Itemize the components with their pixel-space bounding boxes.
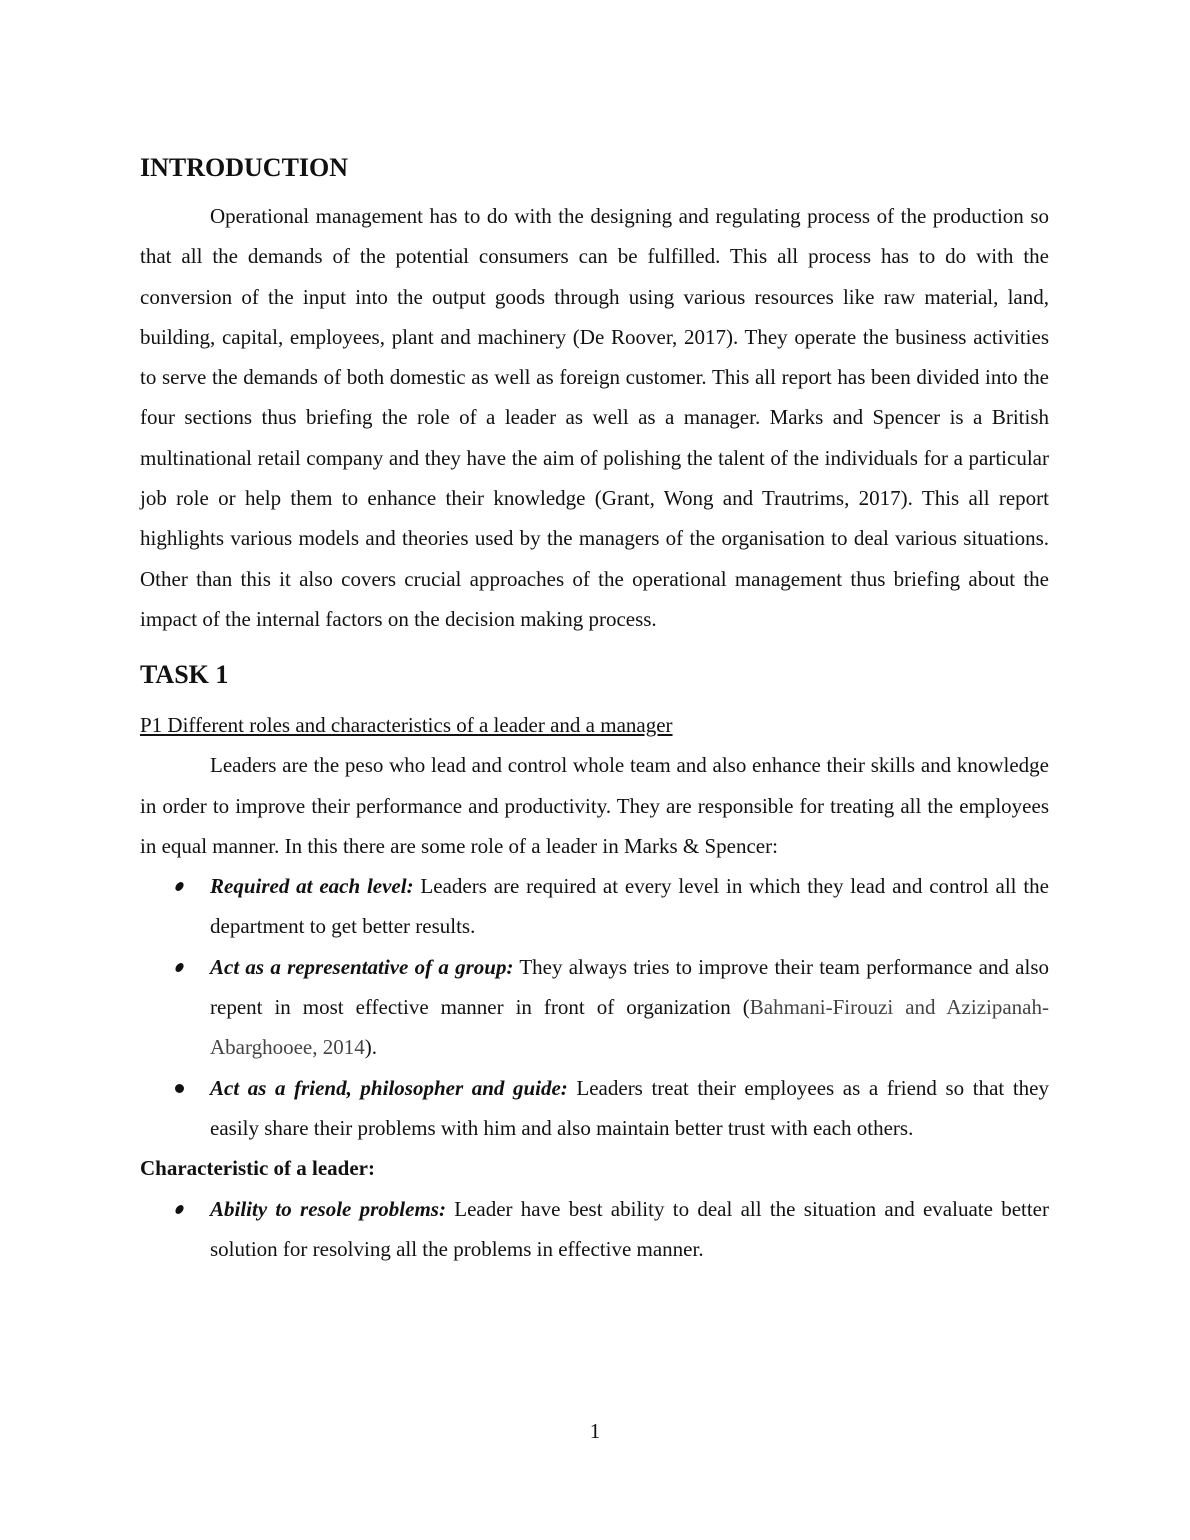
list-item-term: Act as a representative of a group: — [210, 954, 514, 979]
leader-characteristics-list — [140, 1189, 1049, 1270]
list-item — [140, 866, 1049, 947]
list-item — [140, 947, 1049, 1068]
list-item-text: Leaders treat their employees as a friend so that they easily share their problems with him and also maintain better trust with each others. — [210, 1075, 1049, 1140]
list-item — [140, 1189, 1049, 1270]
characteristics-heading: Characteristic of a leader: — [140, 1156, 375, 1181]
introduction-paragraph: Operational management has to do with the designing and regulating process of the production so that all the demands of the potential consumers can be fulfilled. This all process has to do with the conversion of the input into the output goods through using various resources like raw material, land, building, capital, employees, plant and machinery (De Roover, 2017). They operate the business activities to serve the demands of both domestic as well as foreign customer. This all report has been divided into the four sections thus briefing the role of a leader as well as a manager. Marks and Spencer is a British multinational retail company and they have the aim of polishing the talent of the individuals for a particular job role or help them to enhance their knowledge (Grant, Wong and Trautrims, 2017). This all report highlights various models and theories used by the managers of the organisation to deal various situations. Other than this it also covers crucial approaches of the operational management thus briefing about the impact of the internal factors on the decision making process. — [140, 204, 1049, 631]
list-item-term: Required at each level: — [210, 874, 414, 899]
page-content — [140, 150, 1049, 1269]
page-number: 1 — [589, 1419, 601, 1443]
list-item-text: Leaders are required at every level in which they lead and control all the department to get better results. — [210, 874, 1049, 939]
task1-heading: TASK 1 — [140, 660, 229, 690]
list-item — [140, 1068, 1049, 1149]
bullet-icon — [174, 1205, 185, 1214]
task1-paragraph: Leaders are the peso who lead and control whole team and also enhance their skills and knowledge in order to improve their performance and productivity. They are responsible for treating all the employees in equal manner. In this there are some role of a leader in Marks & Spencer: — [140, 753, 1049, 858]
introduction-heading: INTRODUCTION — [140, 153, 349, 182]
list-item-term: Ability to resole problems: — [210, 1196, 446, 1221]
list-item-text-after: ). — [364, 1035, 377, 1060]
task1-subheading: P1 Different roles and characteristics of a leader and a manager — [140, 713, 673, 738]
bullet-icon — [175, 1084, 184, 1093]
bullet-icon — [174, 882, 185, 891]
list-item-term: Act as a friend, philosopher and guide: — [210, 1075, 568, 1100]
list-item-text: Leader have best ability to deal all the situation and evaluate better solution for resolving all the problems in effective manner. — [210, 1196, 1049, 1261]
list-item-text: They always tries to improve their team performance and also repent in most effective manner in front of organization ( — [210, 954, 1049, 1020]
leader-roles-list — [140, 866, 1049, 1148]
bullet-icon — [174, 963, 185, 972]
list-item-citation: Bahmani-Firouzi and Azizipanah-Abarghooee, 2014 — [210, 995, 1049, 1060]
